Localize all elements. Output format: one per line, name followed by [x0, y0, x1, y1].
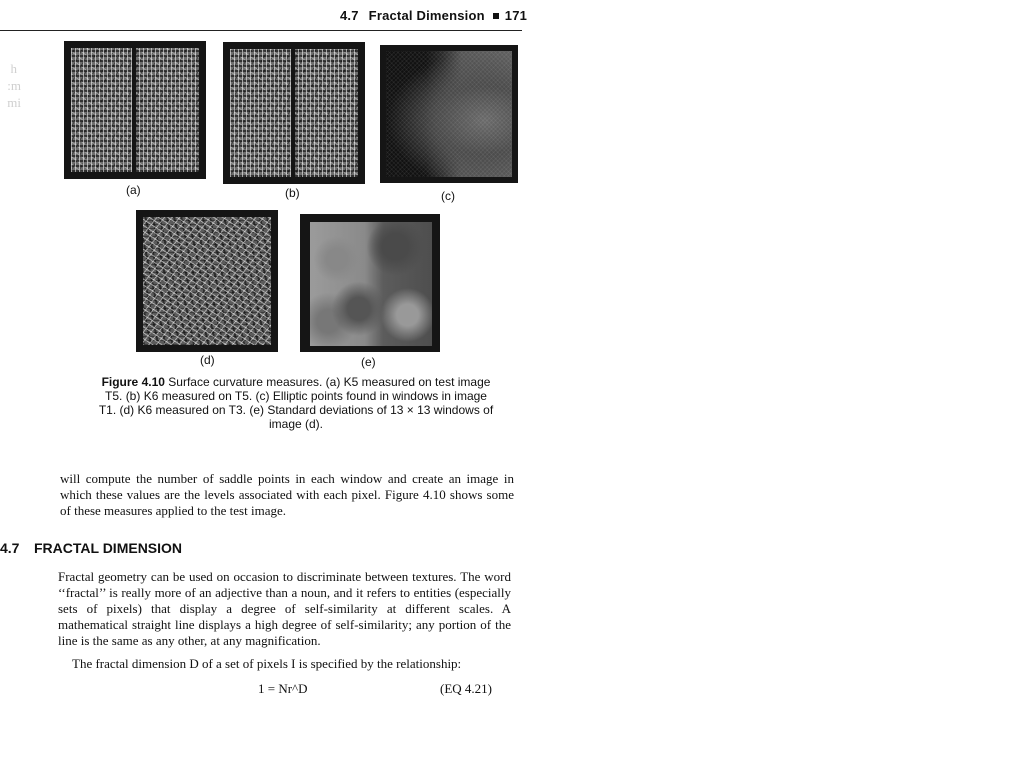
panel-d-image	[143, 217, 271, 345]
page-number: 171	[504, 8, 528, 23]
header-square-bullet	[493, 13, 499, 19]
figure-panel-b	[223, 42, 365, 184]
section-paragraph-1: Fractal geometry can be used on occasion to discriminate between textures. The word ‘‘fractal’’ is really more of an adjective than a noun, and it refers to entities (especially sets of pixels) that display a degree of self-similarity at different scales. A mathematical straight line displays a high degree of self-similarity; any portion of the line is the same as any other, at any magnification.	[58, 569, 511, 648]
section-paragraph-2-text: The fractal dimension D of a set of pixels I is specified by the relationship:	[72, 656, 462, 671]
panel-a-split	[132, 41, 136, 179]
panel-e-image	[310, 222, 432, 346]
panel-label-a: (a)	[126, 183, 141, 197]
figure-caption-label: Figure 4.10	[101, 375, 165, 389]
bleed-through-text: h :m mi	[7, 61, 21, 110]
intro-paragraph: will compute the number of saddle points in each window and create an image in which these values are the levels associated with each pixel. Figure 4.10 shows some of these measures applied to the test image.	[60, 471, 514, 518]
figure-panel-e	[300, 214, 440, 352]
figure-caption-text: Surface curvature measures. (a) K5 measured on test image T5. (b) K6 measured on T5. (c) Elliptic points found in windows in image T1. (d) K6 measured on T3. (e) Standard deviations of 13 × 13 windows of image (d).	[98, 375, 494, 431]
figure-caption	[96, 375, 496, 431]
header-rule	[0, 30, 522, 31]
panel-label-d: (d)	[200, 353, 215, 367]
section-heading-title: FRACTAL DIMENSION	[34, 540, 183, 556]
section-paragraph-2	[58, 656, 511, 672]
figure-panel-c	[380, 45, 518, 183]
running-header	[340, 8, 527, 23]
panel-label-c: (c)	[441, 189, 455, 203]
figure-panel-d	[136, 210, 278, 352]
equation: 1 = Nr^D	[258, 681, 308, 696]
section-heading	[0, 540, 182, 556]
equation-label: (EQ 4.21)	[440, 681, 492, 696]
header-section-title: Fractal Dimension	[368, 8, 485, 23]
section-heading-number: 4.7	[0, 540, 20, 556]
panel-label-e: (e)	[361, 355, 376, 369]
panel-b-split	[291, 42, 295, 184]
panel-label-b: (b)	[285, 186, 300, 200]
header-section-number: 4.7	[340, 8, 359, 23]
figure-panel-a	[64, 41, 206, 179]
panel-c-image	[386, 51, 512, 177]
